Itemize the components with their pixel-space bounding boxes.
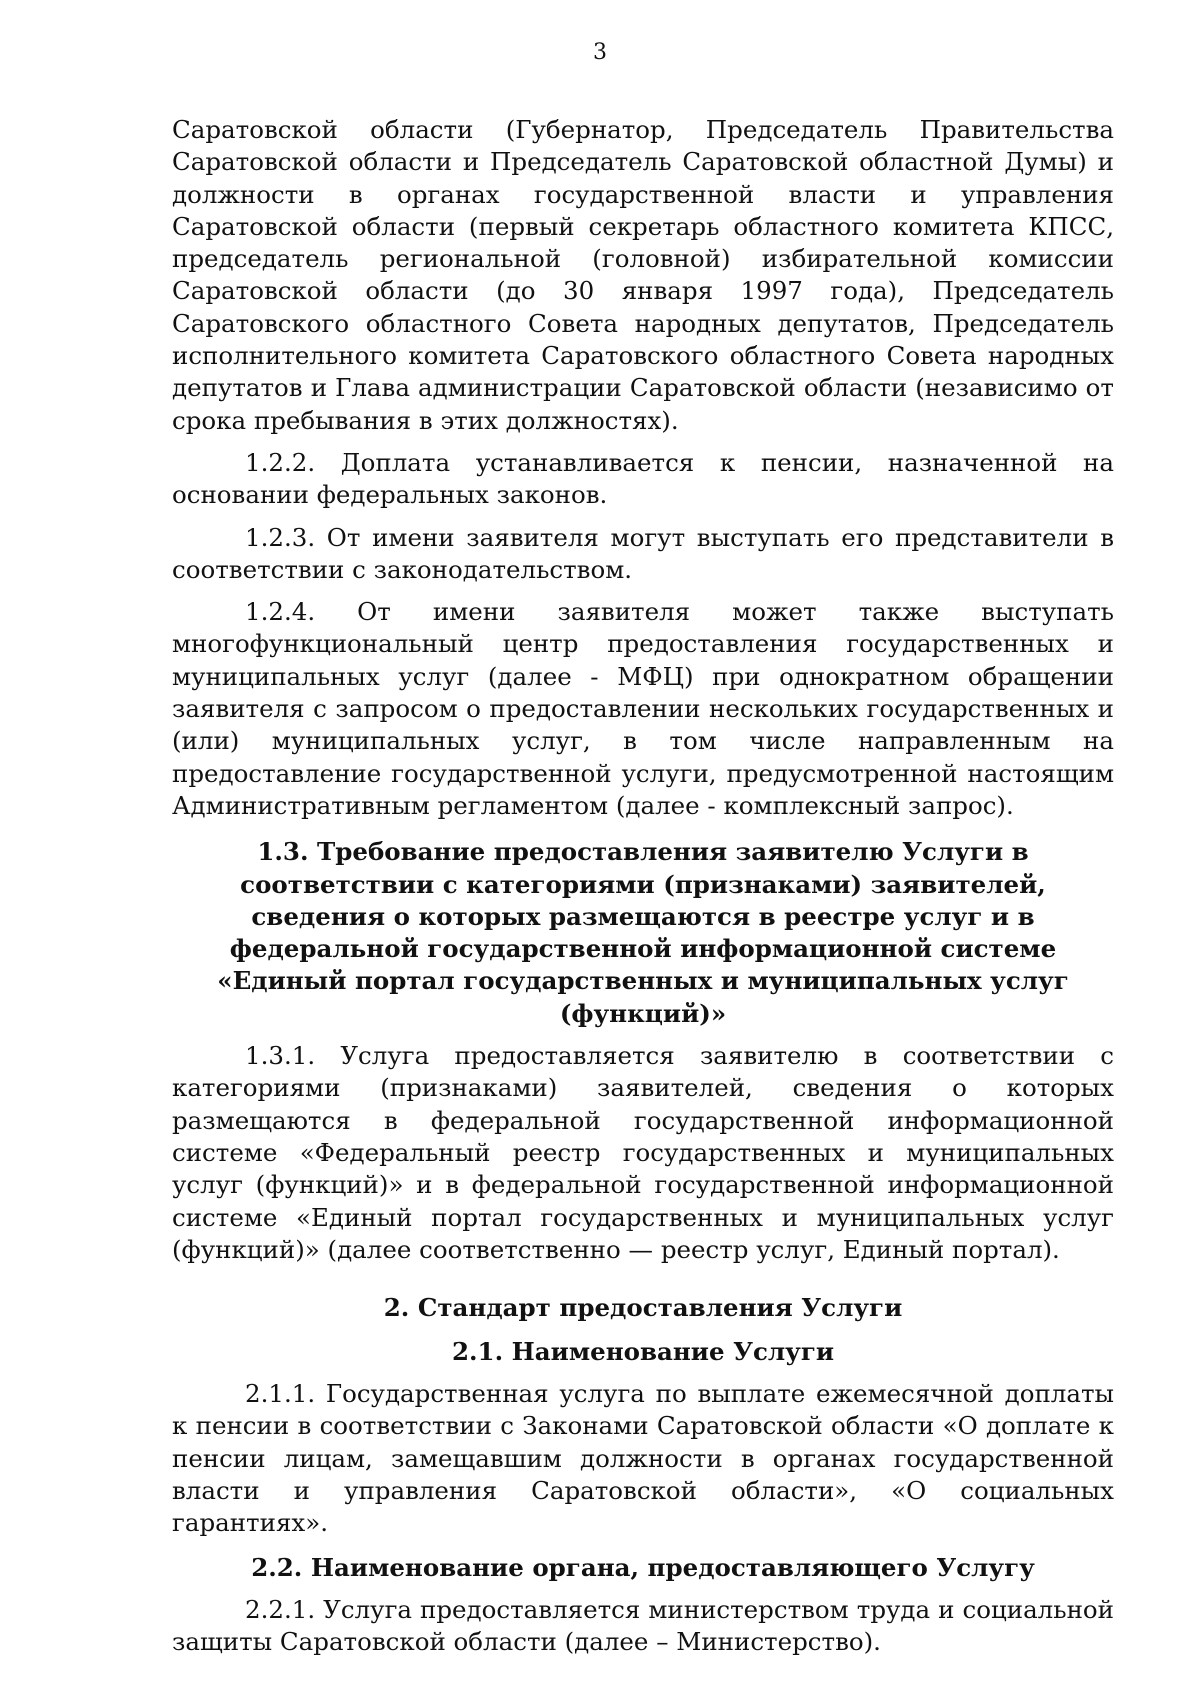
heading-2-2: 2.2. Наименование органа, предоставляющего Услугу xyxy=(251,1552,1035,1582)
page-number: 3 xyxy=(593,40,607,65)
paragraph-1-3-1: 1.3.1. Услуга предоставляется заявителю в соответствии с категориями (признаками) заявителей, сведения о которых размещаются в федеральной государственной информационной системе «Федеральный реестр государственных и муниципальных услуг (функций)» и в федеральной государственной информационной системе «Единый портал государственных и муниципальных услуг (функций)» (далее соответственно — реестр услуг, Единый портал). xyxy=(172,1041,1114,1264)
paragraph-1-2-2: 1.2.2. Доплата устанавливается к пенсии, назначенной на основании федеральных законов. xyxy=(172,447,1114,510)
document-body xyxy=(172,114,1114,1658)
heading-section-2: 2. Стандарт предоставления Услуги xyxy=(383,1293,903,1323)
heading-1-3: 1.3. Требование предоставления заявителю Услуги в соответствии с категориями (признаками) заявителей, сведения о которых размещаются в реестре услуг и в федеральной государственной информационной системе «Единый портал государственных и муниципальных услуг (функций)» xyxy=(217,837,1069,1028)
paragraph-2-2-1: 2.2.1. Услуга предоставляется министерством труда и социальной защиты Саратовской области (далее – Министерство). xyxy=(172,1594,1114,1656)
paragraph-2-1-1: 2.1.1. Государственная услуга по выплате ежемесячной доплаты к пенсии в соответствии с Законами Саратовской области «О доплате к пенсии лицам, замещавшим должности в органах государственной власти и управления Саратовской области», «О социальных гарантиях». xyxy=(172,1379,1114,1538)
paragraph-continuation: Саратовской области (Губернатор, Председатель Правительства Саратовской области и Председатель Саратовской областной Думы) и должности в органах государственной власти и управления Саратовской области (первый секретарь областного комитета КПСС, председатель региональной (головной) избирательной комиссии Саратовской области (до 30 января 1997 года), Председатель Саратовского областного Совета народных депутатов, Председатель исполнительного комитета Саратовского областного Совета народных депутатов и Глава администрации Саратовской области (независимо от срока пребывания в этих должностях). xyxy=(172,115,1114,435)
paragraph-1-2-3: 1.2.3. От имени заявителя могут выступать его представители в соответствии с законодательством. xyxy=(172,522,1114,584)
heading-2-1: 2.1. Наименование Услуги xyxy=(451,1337,835,1367)
paragraph-1-2-4: 1.2.4. От имени заявителя может также выступать многофункциональный центр предоставления государственных и муниципальных услуг (далее - МФЦ) при однократном обращении заявителя с запросом о предоставлении нескольких государственных и (или) муниципальных услуг, в том числе направленным на предоставление государственной услуги, предусмотренной настоящим Административным регламентом (далее - комплексный запрос). xyxy=(172,597,1114,820)
